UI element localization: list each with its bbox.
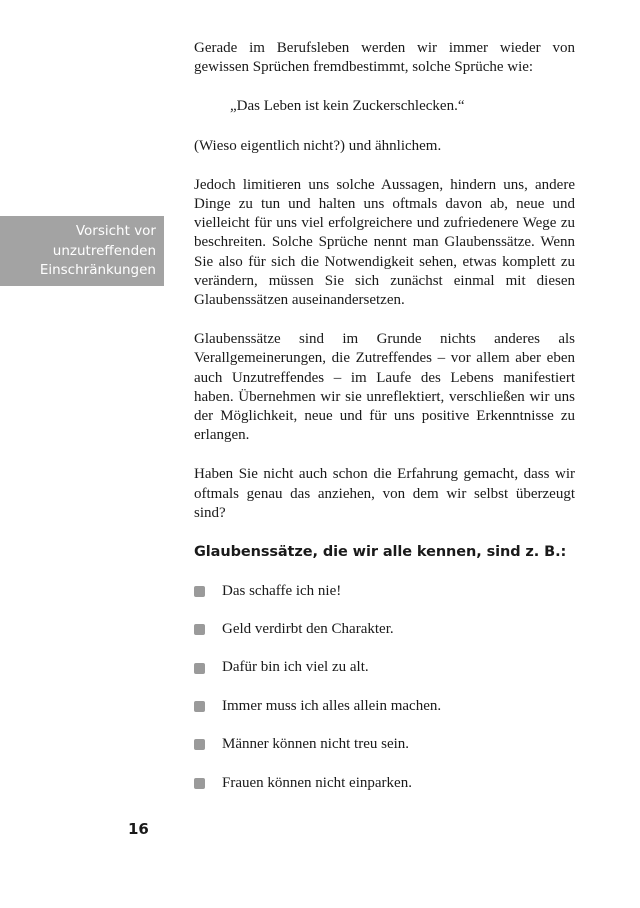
- intro-paragraph: Gerade im Berufsleben werden wir immer wieder von gewissen Sprüchen fremdbestimmt, solche Sprüche wie:: [194, 40, 575, 76]
- quote: „Das Leben ist kein Zuckerschlecken.“: [230, 98, 465, 115]
- square-bullet-icon: [194, 778, 205, 789]
- list-item: [194, 687, 575, 725]
- belief-list: [194, 572, 575, 802]
- body-paragraph-3: Haben Sie nicht auch schon die Erfahrung gemacht, dass wir oftmals genau das anziehen, von dem wir selbst überzeugt sind?: [194, 466, 575, 521]
- list-item-text: Männer können nicht treu sein.: [222, 736, 410, 753]
- list-item: [194, 572, 575, 610]
- list-item: [194, 610, 575, 648]
- list-item: [194, 764, 575, 802]
- list-item-text: Geld verdirbt den Charakter.: [222, 621, 394, 638]
- body-paragraph-1: Jedoch limitieren uns solche Aussagen, hindern uns, andere Dinge zu tun und halten uns oftmals davon ab, neue und vielleicht für uns viel erfolgreichere und zufriedenere Wege zu beschreiten. Solche Sprüche nennt man Glaubenssätze. Wenn Sie also für sich die Notwendigkeit sehen, etwas komplett zu verändern, müssen Sie sich zunächst einmal mit diesen Glaubenssätzen auseinandersetzen.: [194, 176, 575, 309]
- square-bullet-icon: [194, 586, 205, 597]
- list-item-text: Das schaffe ich nie!: [222, 582, 342, 599]
- list-heading: Glaubenssätze, die wir alle kennen, sind z. B.:: [194, 544, 567, 561]
- margin-note-line: unzutreffenden: [52, 242, 156, 259]
- list-item-text: Immer muss ich alles allein machen.: [222, 697, 442, 714]
- main-text-column: [194, 39, 575, 802]
- aside-paragraph: (Wieso eigentlich nicht?) und ähnlichem.: [194, 137, 442, 154]
- list-item: [194, 726, 575, 764]
- body-paragraph-2: Glaubenssätze sind im Grunde nichts anderes als Verallgemeinerungen, die Zutreffendes – vor allem aber eben auch Unzutreffendes – im Laufe des Lebens manifestiert haben. Übernehmen wir sie unreflektiert, verschließen wir uns der Möglichkeit, neue und für uns positive Erkenntnisse zu erlangen.: [194, 331, 575, 444]
- square-bullet-icon: [194, 739, 205, 750]
- margin-note-line: Vorsicht vor: [75, 223, 156, 239]
- margin-note: [0, 216, 164, 286]
- margin-note-line: Einschränkungen: [39, 262, 156, 278]
- square-bullet-icon: [194, 701, 205, 712]
- list-item-text: Dafür bin ich viel zu alt.: [222, 659, 369, 676]
- square-bullet-icon: [194, 624, 205, 635]
- list-item: [194, 649, 575, 687]
- page-number: 16: [128, 820, 149, 838]
- square-bullet-icon: [194, 663, 205, 674]
- list-item-text: Frauen können nicht einparken.: [222, 774, 412, 791]
